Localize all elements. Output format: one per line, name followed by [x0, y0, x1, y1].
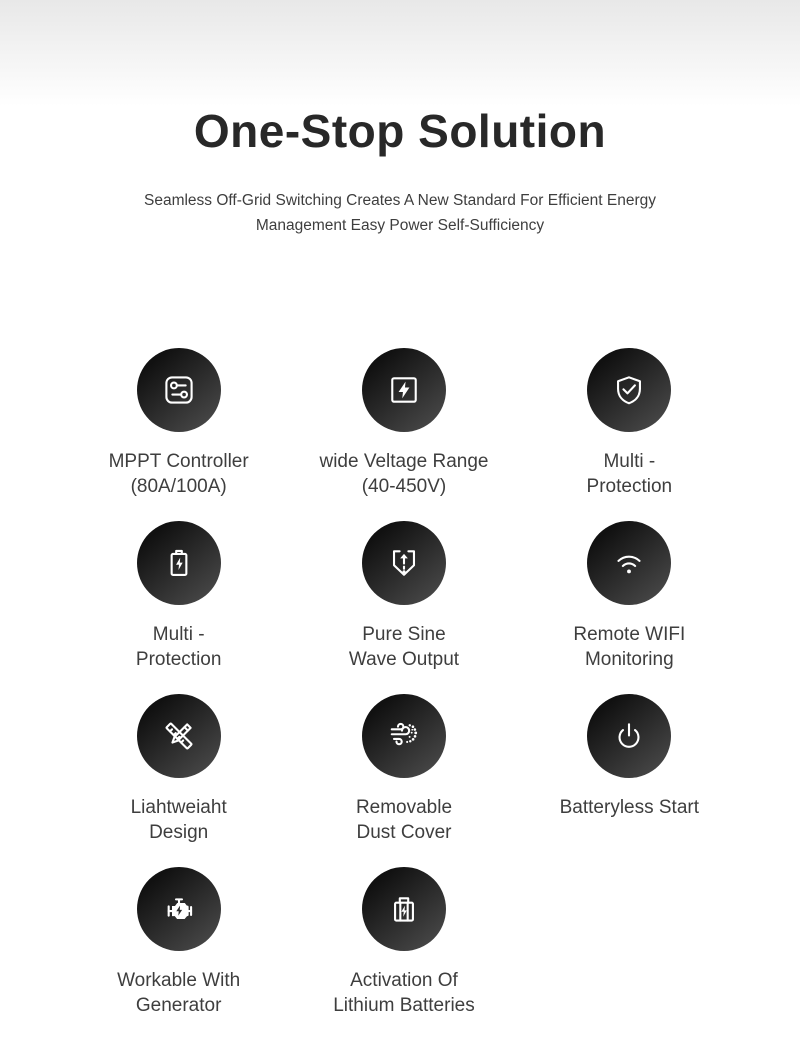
feature-icon-circle — [587, 348, 671, 432]
subtitle-line-1: Seamless Off-Grid Switching Creates A New Standard For Efficient Energy — [143, 192, 656, 209]
feature-item — [517, 348, 742, 499]
pencil-ruler-icon — [158, 715, 200, 757]
shield-check-icon — [608, 369, 650, 411]
feature-label: Removable Dust Cover — [355, 797, 453, 843]
feature-label: wide Veltage Range (40-450V) — [319, 451, 489, 497]
feature-icon-circle — [137, 348, 221, 432]
feature-icon-circle — [137, 694, 221, 778]
feature-label: Multi - Protection — [586, 451, 673, 497]
page-subtitle — [0, 188, 800, 238]
hero-section — [0, 0, 800, 238]
lithium-battery-icon — [383, 888, 425, 930]
feature-item — [66, 694, 291, 845]
feature-item — [517, 521, 742, 672]
feature-icon-circle — [137, 521, 221, 605]
sliders-icon — [158, 369, 200, 411]
feature-label: MPPT Controller (80A/100A) — [108, 451, 249, 497]
feature-label: Liahtweiaht Design — [130, 797, 227, 843]
feature-icon-circle — [587, 694, 671, 778]
feature-item — [66, 521, 291, 672]
power-icon — [608, 715, 650, 757]
feature-label: Workable With Generator — [117, 970, 241, 1016]
box-arrow-up-icon — [383, 542, 425, 584]
feature-label: Multi - Protection — [135, 624, 222, 670]
page-title: One-Stop Solution — [193, 105, 607, 157]
feature-item — [291, 521, 516, 672]
feature-label: Pure Sine Wave Output — [348, 624, 460, 670]
feature-icon-circle — [137, 867, 221, 951]
feature-icon-circle — [362, 521, 446, 605]
feature-icon-circle — [362, 867, 446, 951]
battery-bolt-icon — [158, 542, 200, 584]
feature-label: Activation Of Lithium Batteries — [333, 970, 475, 1016]
feature-item — [291, 694, 516, 845]
feature-icon-circle — [362, 694, 446, 778]
subtitle-line-2: Management Easy Power Self-Sufficiency — [255, 217, 545, 234]
engine-icon — [158, 888, 200, 930]
voltage-square-icon — [383, 369, 425, 411]
wifi-icon — [608, 542, 650, 584]
feature-icon-circle — [587, 521, 671, 605]
feature-item — [291, 867, 516, 1018]
features-grid — [66, 348, 742, 1018]
feature-icon-circle — [362, 348, 446, 432]
dust-wind-icon — [383, 715, 425, 757]
feature-item — [517, 694, 742, 845]
feature-item — [66, 867, 291, 1018]
feature-label: Remote WIFI Monitoring — [573, 624, 686, 670]
feature-item — [291, 348, 516, 499]
feature-label: Batteryless Start — [559, 797, 700, 818]
feature-item — [66, 348, 291, 499]
